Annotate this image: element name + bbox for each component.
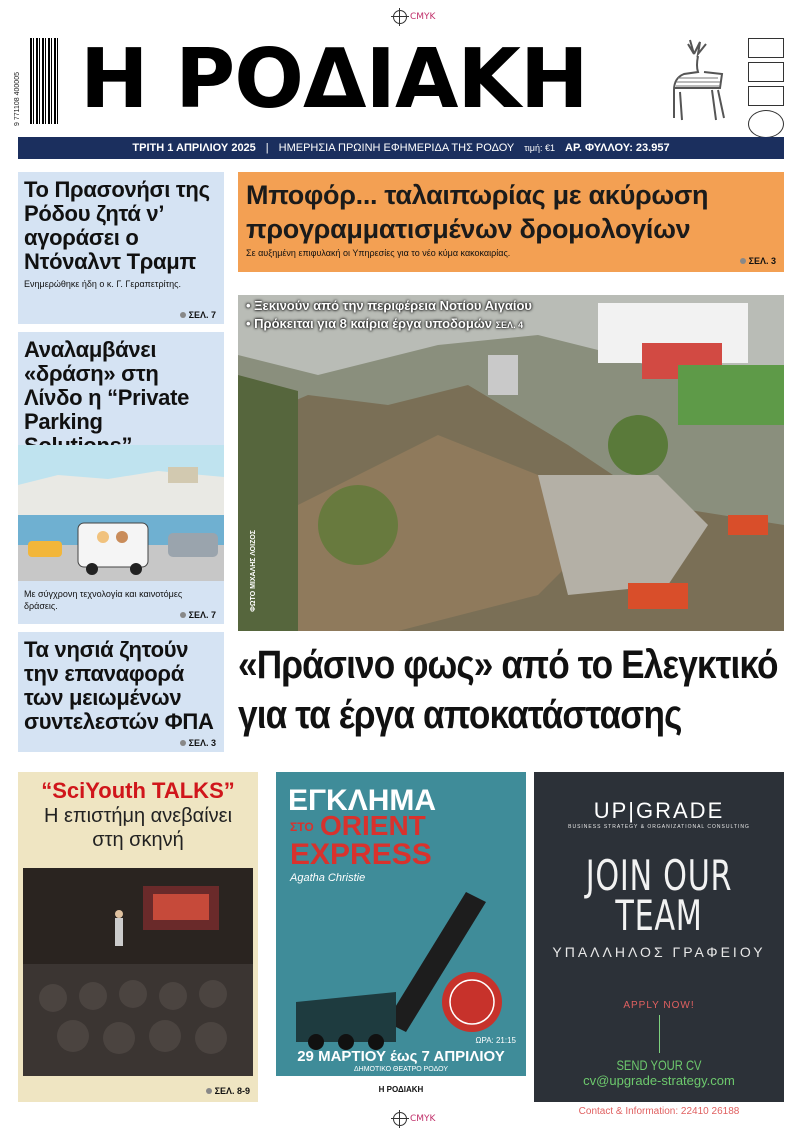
left-story-prasonisi[interactable] <box>18 172 224 324</box>
play-title: ΕΓΚΛΗΜΑ <box>288 784 437 817</box>
top-story-headline[interactable]: Μποφόρ... ταλαιπωρίας με ακύρωση προγραμματισμένων δρομολογίων <box>246 180 709 244</box>
main-headline-line[interactable]: για τα έργα αποκατάστασης <box>238 693 682 737</box>
story-summary: Με σύγχρονη τεχνολογία και καινοτόμες δράσεις. <box>24 589 183 611</box>
bullet-item: • Πρόκειται για 8 καίρια έργα υποδομών ΣΕΛ. 4 <box>246 316 524 331</box>
registration-mark-bottom: CMYK <box>393 1112 435 1126</box>
separator: | <box>265 142 269 154</box>
barcode-number: 9 771108 400005 <box>14 72 21 126</box>
parking-illustration <box>18 445 224 581</box>
play-venue: ΔΗΜΟΤΙΚΟ ΘΕΑΤΡΟ ΡΟΔΟΥ <box>353 1066 449 1073</box>
arrow-down-icon <box>659 1015 660 1053</box>
play-title-orient: ORIENT <box>320 810 426 841</box>
main-story-photo <box>238 295 784 631</box>
job-headline: JOIN OUR TEAM <box>585 851 733 940</box>
job-position: ΥΠΑΛΛΗΛΟΣ ΓΡΑΦΕΙΟΥ <box>552 944 766 960</box>
brand-tagline: BUSINESS STRATEGY & ORGANIZATIONAL CONSULTING <box>568 824 750 830</box>
date-bar <box>18 137 784 159</box>
theatre-ad[interactable] <box>276 772 526 1102</box>
badge-block <box>748 38 784 58</box>
photo-credit: ΦΩΤΟ ΜΙΧΑΛΗΣ ΛΟΙΖΟΣ <box>250 530 257 612</box>
top-story-summary: Σε αυξημένη επιφυλακή οι Υπηρεσίες για το νέο κύμα κακοκαιρίας. <box>246 248 511 258</box>
crosshair-icon <box>393 10 407 24</box>
tagline: ΗΜΕΡΗΣΙΑ ΠΡΩΙΝΗ ΕΦΗΜΕΡΙΔΑ ΤΗΣ ΡΟΔΟΥ <box>278 142 515 154</box>
crosshair-icon <box>393 1112 407 1126</box>
promo-subtitle: Η επιστήμη ανεβαίνει <box>43 805 233 827</box>
registration-mark-top: CMYK <box>393 10 435 24</box>
play-title-connector: ΣΤΟ <box>290 820 314 834</box>
page-ref: ΣΕΛ. 7 <box>180 610 216 620</box>
promo-title: “SciYouth TALKS” <box>41 778 235 803</box>
top-story[interactable] <box>238 172 784 272</box>
issue-number: ΑΡ. ΦΥΛΛΟΥ: 23.957 <box>565 142 670 154</box>
page-ref: ΣΕΛ. 8-9 <box>206 1086 250 1096</box>
story-summary: Ενημερώθηκε ήδη ο κ. Γ. Γεραπετρίτης. <box>24 279 181 289</box>
play-title-express: EXPRESS <box>290 838 432 871</box>
story-headline[interactable]: Τα νησιά ζητούν την επαναφορά των μειωμένων συντελεστών ΦΠΑ <box>24 637 214 734</box>
sponsor-name: Η ΡΟΔΙΑΚΗ <box>378 1084 424 1094</box>
main-headline-line[interactable]: «Πράσινο φως» από το Ελεγκτικό <box>238 643 778 687</box>
sponsors-strip <box>276 1076 526 1102</box>
cv-email[interactable]: cv@upgrade-strategy.com <box>583 1073 735 1088</box>
apply-cta[interactable]: APPLY NOW! <box>623 1000 695 1011</box>
issue-date: ΤΡΙΤΗ 1 ΑΠΡΙΛΙΟΥ 2025 <box>132 142 256 154</box>
contact-info: Contact & Information: 22410 26188 <box>578 1106 740 1117</box>
masthead-title: Η ΡΟΔΙΑΚΗ <box>80 32 588 127</box>
story-headline[interactable]: Το Πρασονήσι της Ρόδου ζητά ν’ αγοράσει ο Ντόναλντ Τραμπ <box>24 177 210 274</box>
story-headline[interactable]: Αναλαμβάνει «δράση» στη Λίνδο η “Private Parking <box>24 337 190 434</box>
deer-logo-icon <box>660 34 740 126</box>
masthead-badges <box>748 38 784 130</box>
upgrade-job-ad[interactable] <box>534 772 784 1117</box>
barcode <box>30 38 58 124</box>
main-headline[interactable] <box>238 640 778 740</box>
page-ref: ΣΕΛ. 3 <box>740 256 776 266</box>
auditorium-photo <box>23 868 253 1076</box>
photo-bullets <box>246 297 532 334</box>
play-author: Agatha Christie <box>290 872 366 884</box>
seal-icon <box>748 110 784 138</box>
page-ref: ΣΕΛ. 3 <box>180 738 216 748</box>
promo-subtitle: στη σκηνή <box>92 829 184 851</box>
knife-train-illustration <box>276 892 526 1052</box>
left-story-lindos[interactable] <box>18 332 224 624</box>
badge-block <box>748 62 784 82</box>
page-ref: ΣΕΛ. 4 <box>495 320 524 330</box>
play-dates: 29 ΜΑΡΤΙΟΥ έως 7 ΑΠΡΙΛΙΟΥ <box>297 1048 505 1065</box>
brand-name: UP|GRADE <box>593 798 725 823</box>
price: τιμή: €1 <box>524 143 556 153</box>
sciyouth-promo[interactable] <box>18 772 258 1102</box>
elta-badge <box>748 86 784 106</box>
left-story-vat[interactable] <box>18 632 224 752</box>
send-cv: SEND YOUR CV <box>616 1057 702 1073</box>
bullet-item: • Ξεκινούν από την περιφέρεια Νοτίου Αιγαίου <box>246 298 532 313</box>
page-ref: ΣΕΛ. 7 <box>180 310 216 320</box>
play-time: ΩΡΑ: 21:15 <box>475 1036 516 1045</box>
